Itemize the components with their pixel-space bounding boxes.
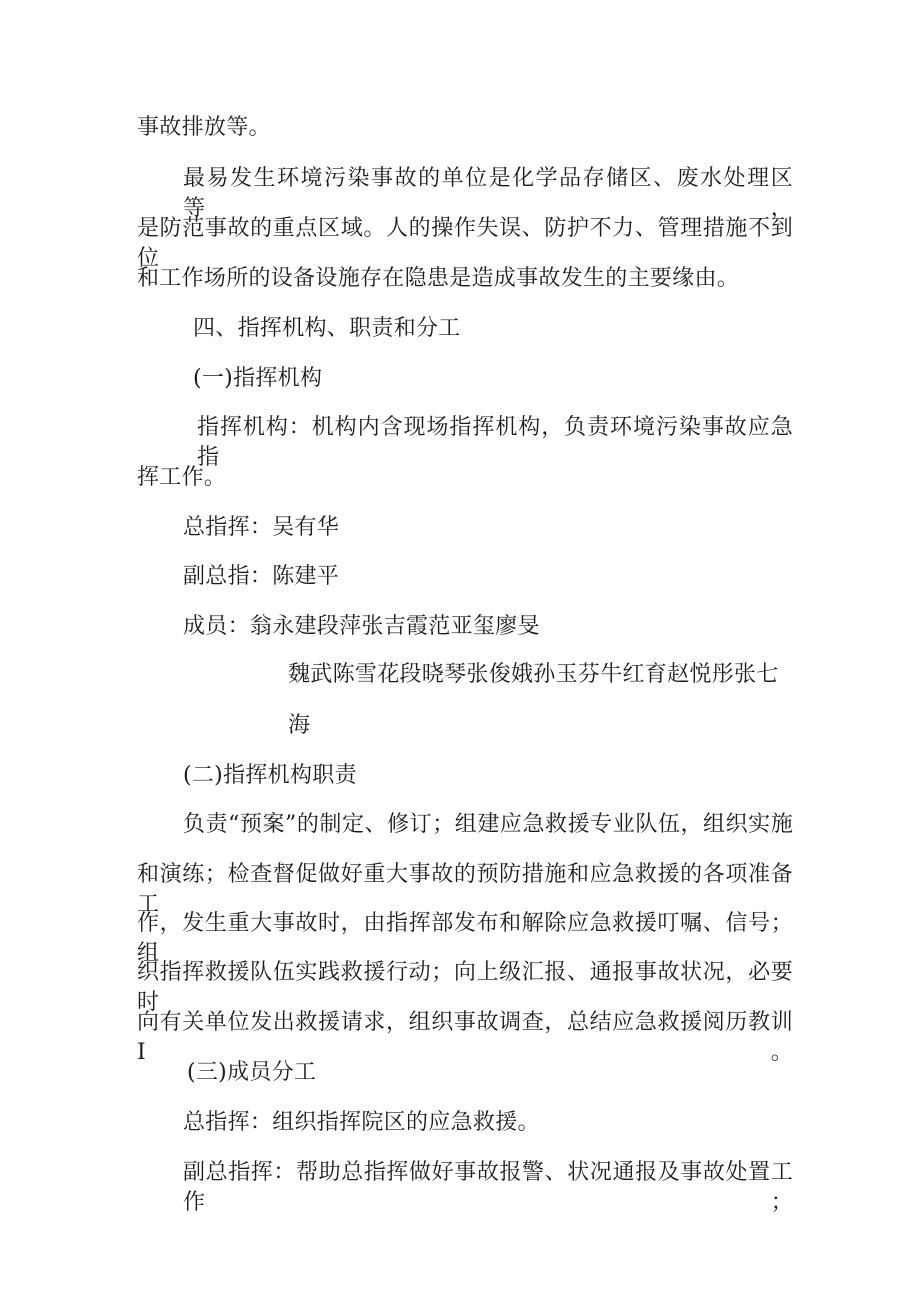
paragraph-line: 织指挥救援队伍实践救援行动；向上级汇报、通报事故状况，必要时 — [137, 960, 793, 1015]
paragraph-line: 作，发生重大事故时，由指挥部发布和解除应急救援叮嘱、信号；组 — [137, 911, 793, 966]
paragraph-line: 挥工作。 — [137, 465, 227, 490]
paragraph-line: 向有关单位发出救援请求，组织事故调查，总结应急救援阅历教训I。 — [137, 1010, 793, 1065]
members-line-continued: 魏武陈雪花段晓琴张俊娥孙玉芬牛红育赵悦彤张七 — [288, 662, 779, 687]
section-heading: 四、指挥机构、职责和分工 — [193, 316, 461, 341]
paragraph-line: 和演练；检查督促做好重大事故的预防措施和应急救援的各项准备工 — [137, 862, 793, 917]
paragraph-line: 副总指挥：帮助总指挥做好事故报警、状况通报及事故处置工作； — [183, 1160, 793, 1215]
paragraph-line-tail: 事故排放等。 — [137, 115, 271, 140]
paragraph-line: 是防范事故的重点区域。人的操作失误、防护不力、管理措施不到位 — [137, 216, 793, 271]
paragraph-line: 指挥机构：机构内含现场指挥机构，负责环境污染事故应急指 — [197, 415, 793, 470]
deputy-commander-line: 副总指：陈建平 — [183, 564, 340, 589]
subsection-heading: (一)指挥机构 — [193, 366, 323, 391]
commander-line: 总指挥：吴有华 — [183, 515, 340, 540]
paragraph-line: 负责“预案”的制定、修订；组建应急救援专业队伍，组织实施 — [183, 812, 793, 837]
paragraph-line: 总指挥：组织指挥院区的应急救援。 — [183, 1110, 540, 1135]
paragraph-line: 和工作场所的设备设施存在隐患是造成事故发生的主要缘由。 — [137, 266, 740, 291]
members-line-continued: 海 — [288, 713, 311, 738]
paragraph-line: 最易发生环境污染事故的单位是化学品存储区、废水处理区等， — [183, 166, 793, 221]
subsection-heading: (三)成员分工 — [187, 1060, 317, 1085]
subsection-heading: (二)指挥机构职责 — [183, 763, 357, 788]
members-line: 成员：翁永建段萍张吉霞范亚玺廖旻 — [183, 614, 540, 639]
